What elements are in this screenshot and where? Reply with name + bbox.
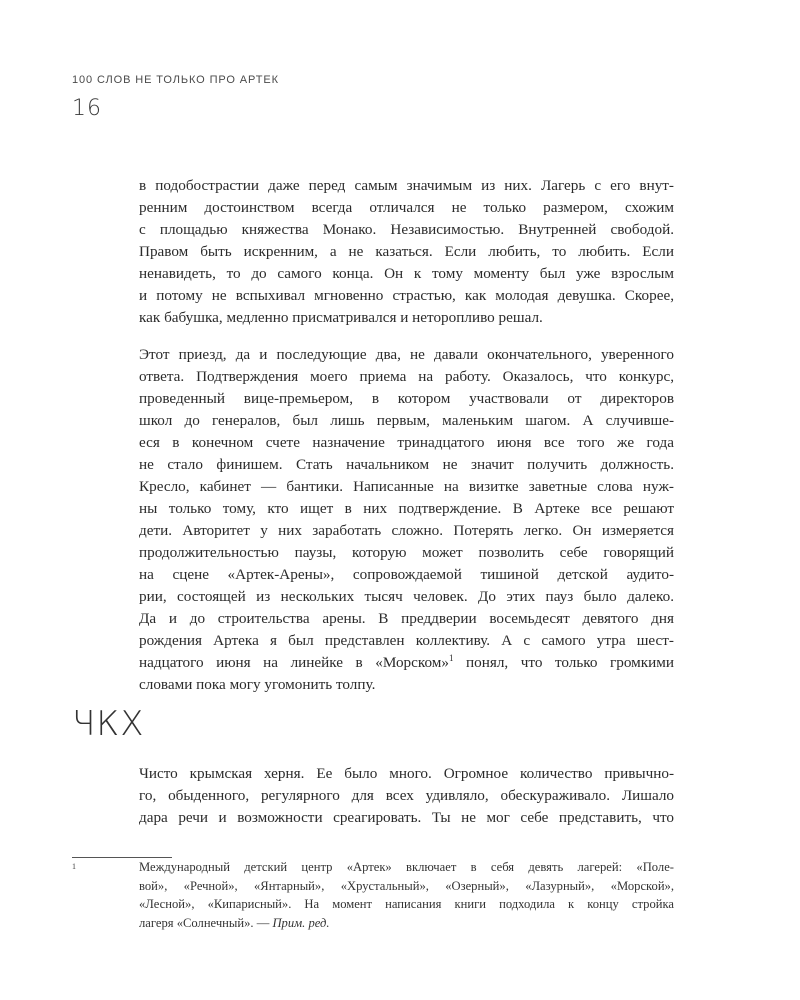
- text-line: рии, состоящей из нескольких тысяч человек. До этих пауз было далеко.: [139, 588, 674, 605]
- text-line: в подобострастии даже перед самым значимым из них. Лагерь с его внут-: [139, 177, 674, 194]
- text-line: дети. Авторитет у них заработать сложно. Потерять легко. Он измеряется: [139, 522, 674, 539]
- footnote-line: [139, 914, 674, 933]
- page-number: 16: [72, 96, 102, 121]
- footnote-text: [139, 858, 674, 932]
- paragraph-2: [139, 344, 674, 696]
- text-line: Правом быть искренним, а не казаться. Если любить, то любить. Если: [139, 243, 674, 260]
- text-line: Кресло, кабинет — бантики. Написанные на визитке заветные слова нуж-: [139, 478, 674, 495]
- footnote-line: «Лесной», «Кипарисный». На момент написания книги подходила к концу стройка: [139, 897, 674, 911]
- text-line: не стало финишем. Стать начальником не значит получить должность.: [139, 456, 674, 473]
- text-line: как бабушка, медленно присматривался и неторопливо решал.: [139, 309, 543, 326]
- section-heading: ЧКХ: [72, 704, 145, 744]
- text-line: и потому не вспыхивал мгновенно страстью, как молодая девушка. Скорее,: [139, 287, 674, 304]
- text-line: словами пока могу угомонить толпу.: [139, 676, 376, 693]
- text-line: дара речи и возможности среагировать. Ты не мог себе представить, что: [139, 809, 674, 826]
- text-line: школ до генералов, был лишь первым, маленьким шагом. А случивше-: [139, 412, 674, 429]
- text-line-with-footnote: [139, 652, 674, 674]
- text-line: го, обыденного, регулярного для всех удивляло, обескураживало. Лишало: [139, 787, 674, 804]
- text-line: ответа. Подтверждения моего приема на работу. Оказалось, что конкурс,: [139, 368, 674, 385]
- text-line: с площадью княжества Монако. Независимостью. Внутренней свободой.: [139, 221, 674, 238]
- text-line: Да и до строительства арены. В преддверии восемьдесят девятого дня: [139, 610, 674, 627]
- footnote-reference[interactable]: 1: [449, 652, 454, 663]
- text-line: ны только тому, кто ищет в них подтверждение. В Артеке все решают: [139, 500, 674, 517]
- text-line: продолжительностью паузы, которую может позволить себе говорящий: [139, 544, 674, 561]
- editor-note: Прим. ред.: [272, 915, 330, 930]
- text-line: Чисто крымская херня. Ее было много. Огромное количество привычно-: [139, 765, 674, 782]
- running-head: 100 СЛОВ НЕ ТОЛЬКО ПРО АРТЕК: [72, 74, 279, 86]
- footnote-marker: 1: [72, 862, 76, 871]
- text-line: на сцене «Артек-Арены», сопровождаемой тишиной детской аудито-: [139, 566, 674, 583]
- footnote-fragment: лагеря «Солнечный». —: [139, 915, 273, 930]
- paragraph-1: [139, 175, 674, 329]
- text-fragment: надцатого июня на линейке в «Морском»: [139, 654, 449, 671]
- paragraph-3: [139, 763, 674, 829]
- text-line: еся в конечном счете назначение тринадцатого июня все того же года: [139, 434, 674, 451]
- text-fragment: понял, что только громкими: [453, 654, 674, 671]
- footnote-line: Международный детский центр «Артек» включает в себя девять лагерей: «Поле-: [139, 860, 674, 874]
- text-line: проведенный вице-премьером, в котором участвовали от директоров: [139, 390, 674, 407]
- footnote-line: вой», «Речной», «Янтарный», «Хрустальный», «Озерный», «Лазурный», «Морской»,: [139, 878, 674, 893]
- text-line: ренним достоинством всегда отличался не только размером, схожим: [139, 199, 674, 216]
- text-line: ненавидеть, то до самого конца. Он к тому моменту был уже взрослым: [139, 265, 674, 282]
- text-line: рождения Артека я был представлен коллективу. А с самого утра шест-: [139, 632, 674, 649]
- text-line: Этот приезд, да и последующие два, не давали окончательного, уверенного: [139, 346, 674, 363]
